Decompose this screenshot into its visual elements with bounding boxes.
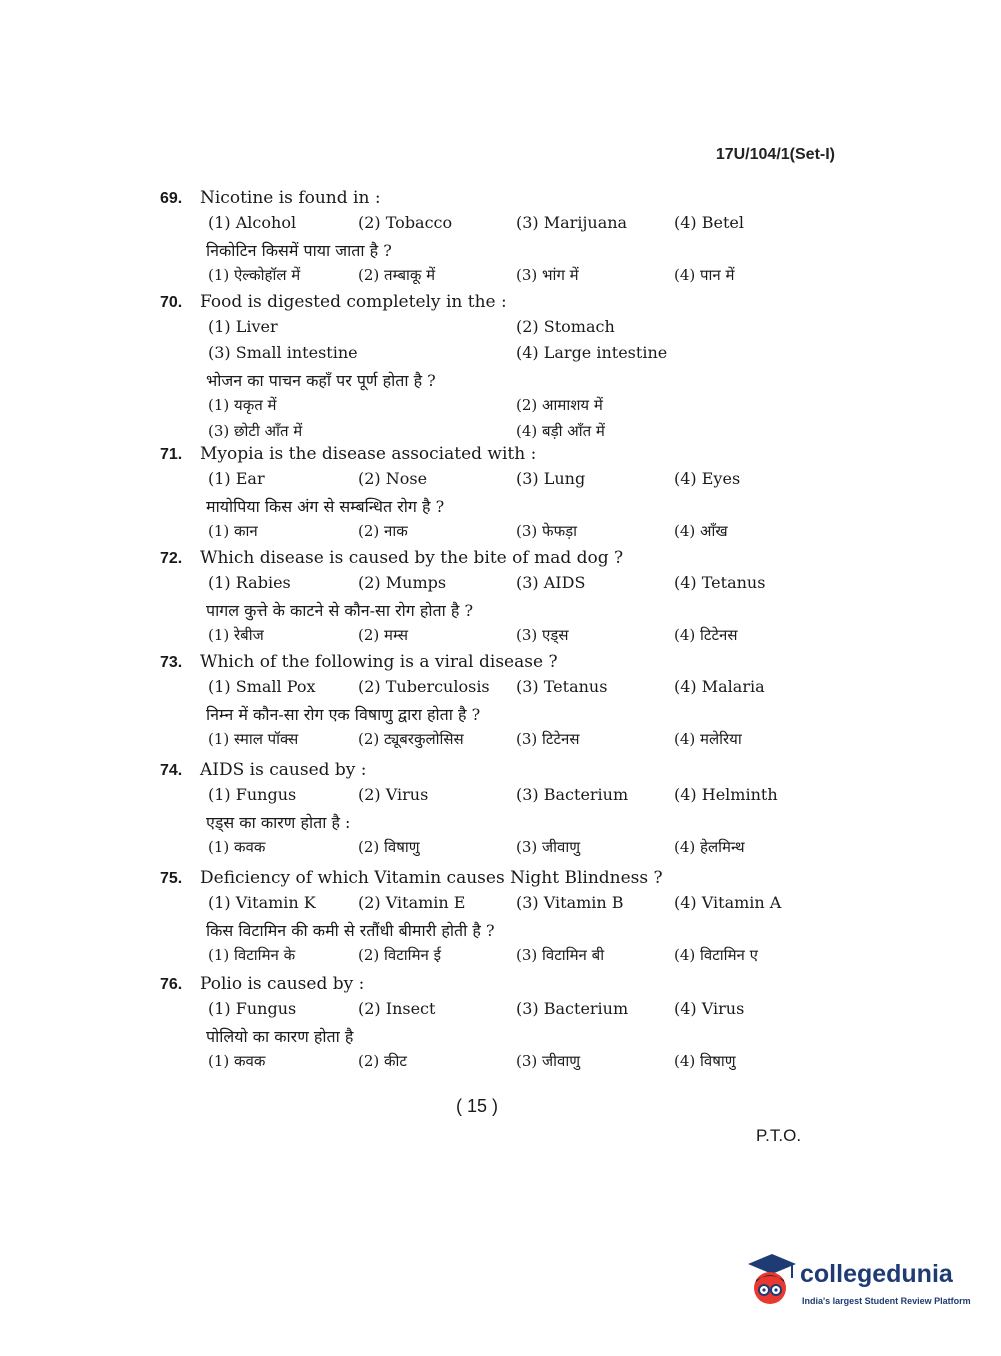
option-en-4: (4) Malaria	[674, 677, 765, 696]
option-en-4: (4) Tetanus	[674, 573, 766, 592]
option-hi-2: (2) मम्स	[358, 626, 409, 644]
option-hi-4: (4) हेलमिन्थ	[674, 838, 745, 856]
option-en-2: (2) Mumps	[358, 573, 447, 592]
question-text-en: Which of the following is a viral disease ?	[200, 652, 558, 672]
options-en	[160, 997, 840, 1023]
option-en-3: (3) Bacterium	[516, 785, 629, 804]
question-text-en: Nicotine is found in :	[200, 188, 381, 208]
option-hi-4: (4) विटामिन ए	[674, 946, 758, 964]
options-en	[160, 675, 840, 701]
question-text-hi: पागल कुत्ते के काटने से कौन-सा रोग होता है ?	[206, 601, 474, 620]
option-hi-2: (2) विषाणु	[358, 838, 420, 856]
option-en-2: (2) Vitamin E	[358, 893, 466, 912]
option-en-2: (2) Virus	[358, 785, 429, 804]
option-hi-3: (3) टिटेनस	[516, 730, 580, 748]
question-text-hi: निकोटिन किसमें पाया जाता है ?	[206, 241, 392, 260]
options-hi	[160, 1049, 840, 1075]
option-en-1: (1) Fungus	[208, 785, 297, 804]
option-en-3: (3) Small intestine	[208, 343, 358, 362]
question-number: 73.	[160, 654, 183, 671]
option-hi-1: (1) रेबीज	[208, 626, 264, 644]
option-hi-3: (3) छोटी आँत में	[208, 422, 303, 440]
option-hi-2: (2) विटामिन ई	[358, 946, 441, 964]
option-hi-2: (2) कीट	[358, 1052, 407, 1070]
pto-label: P.T.O.	[756, 1126, 802, 1145]
options-hi	[160, 727, 840, 753]
question-text-en: Food is digested completely in the :	[200, 292, 507, 312]
option-en-1: (1) Ear	[208, 469, 265, 488]
option-en-3: (3) Bacterium	[516, 999, 629, 1018]
option-en-3: (3) Vitamin B	[516, 893, 624, 912]
option-en-4: (4) Vitamin A	[674, 893, 782, 912]
option-hi-1: (1) कवक	[208, 1052, 266, 1070]
question-text-hi: निम्न में कौन-सा रोग एक विषाणु द्वारा होता है ?	[206, 705, 481, 724]
brand-name: collegedunia	[800, 1260, 953, 1288]
option-en-3: (3) Marijuana	[516, 213, 628, 232]
option-en-1: (1) Rabies	[208, 573, 291, 592]
options-en-row-2	[160, 341, 840, 367]
options-hi-row-1	[160, 393, 840, 419]
option-hi-3: (3) जीवाणु	[516, 1052, 581, 1070]
question-72	[160, 546, 840, 649]
options-hi	[160, 623, 840, 649]
option-hi-3: (3) एड्स	[516, 626, 569, 644]
question-number: 69.	[160, 190, 183, 207]
question-text-hi: मायोपिया किस अंग से सम्बन्धित रोग है ?	[206, 497, 445, 516]
collegedunia-watermark	[742, 1250, 971, 1314]
question-76	[160, 972, 840, 1075]
option-hi-1: (1) कान	[208, 522, 258, 540]
question-text-en: AIDS is caused by :	[200, 760, 367, 780]
option-en-1: (1) Liver	[208, 317, 278, 336]
option-hi-2: (2) नाक	[358, 522, 408, 540]
paper-code: 17U/104/1(Set-I)	[715, 146, 835, 163]
option-en-1: (1) Fungus	[208, 999, 297, 1018]
option-hi-3: (3) विटामिन बी	[516, 946, 605, 964]
option-en-3: (3) AIDS	[516, 573, 586, 592]
option-hi-4: (4) विषाणु	[674, 1052, 736, 1070]
question-text-en: Deficiency of which Vitamin causes Night Blindness ?	[200, 868, 663, 888]
options-en	[160, 783, 840, 809]
option-en-2: (2) Tobacco	[358, 213, 453, 232]
option-en-1: (1) Vitamin K	[208, 893, 316, 912]
question-text-hi: किस विटामिन की कमी से रतौंधी बीमारी होती है ?	[206, 921, 495, 940]
option-en-2: (2) Tuberculosis	[358, 677, 490, 696]
option-en-4: (4) Virus	[674, 999, 745, 1018]
option-en-2: (2) Stomach	[516, 317, 615, 336]
student-mascot-icon	[742, 1250, 798, 1314]
options-en	[160, 211, 840, 237]
options-hi	[160, 835, 840, 861]
option-hi-4: (4) टिटेनस	[674, 626, 738, 644]
option-en-3: (3) Lung	[516, 469, 586, 488]
option-en-2: (2) Insect	[358, 999, 436, 1018]
options-en	[160, 891, 840, 917]
option-en-4: (4) Eyes	[674, 469, 741, 488]
question-text-en: Which disease is caused by the bite of mad dog ?	[200, 548, 624, 568]
option-hi-3: (3) जीवाणु	[516, 838, 581, 856]
option-hi-3: (3) भांग में	[516, 266, 579, 284]
question-71	[160, 442, 840, 545]
options-en	[160, 571, 840, 597]
option-en-4: (4) Large intestine	[516, 343, 668, 362]
question-number: 70.	[160, 294, 183, 311]
question-text-en: Myopia is the disease associated with :	[200, 444, 537, 464]
option-hi-3: (3) फेफड़ा	[516, 522, 578, 540]
option-hi-4: (4) बड़ी आँत में	[516, 422, 605, 440]
option-en-4: (4) Helminth	[674, 785, 778, 804]
option-hi-4: (4) मलेरिया	[674, 730, 742, 748]
option-hi-2: (2) आमाशय में	[516, 396, 603, 414]
brand-tagline: India's largest Student Review Platform	[802, 1296, 971, 1306]
question-text-hi: एड्स का कारण होता है :	[206, 813, 351, 832]
options-hi	[160, 519, 840, 545]
question-number: 71.	[160, 446, 183, 463]
option-en-1: (1) Small Pox	[208, 677, 316, 696]
question-75	[160, 866, 840, 969]
option-hi-4: (4) पान में	[674, 266, 735, 284]
question-74	[160, 758, 840, 861]
question-text-hi: भोजन का पाचन कहाँ पर पूर्ण होता है ?	[206, 371, 436, 390]
page-number: ( 15 )	[456, 1096, 499, 1116]
option-hi-1: (1) स्माल पॉक्स	[208, 730, 299, 748]
option-hi-1: (1) कवक	[208, 838, 266, 856]
options-en	[160, 467, 840, 493]
option-en-1: (1) Alcohol	[208, 213, 297, 232]
option-hi-4: (4) आँख	[674, 522, 728, 540]
question-number: 75.	[160, 870, 183, 887]
option-en-2: (2) Nose	[358, 469, 428, 488]
question-69	[160, 186, 840, 289]
option-en-3: (3) Tetanus	[516, 677, 608, 696]
question-text-hi: पोलियो का कारण होता है	[206, 1027, 354, 1046]
option-hi-2: (2) ट्यूबरकुलोसिस	[358, 730, 464, 748]
options-hi	[160, 943, 840, 969]
option-hi-2: (2) तम्बाकू में	[358, 266, 436, 284]
options-hi	[160, 263, 840, 289]
question-73	[160, 650, 840, 753]
option-hi-1: (1) यकृत में	[208, 396, 277, 414]
question-70	[160, 290, 840, 445]
option-hi-1: (1) विटामिन के	[208, 946, 296, 964]
question-number: 76.	[160, 976, 183, 993]
question-text-en: Polio is caused by :	[200, 974, 365, 994]
question-number: 72.	[160, 550, 183, 567]
option-hi-1: (1) ऐल्कोहॉल में	[208, 266, 301, 284]
option-en-4: (4) Betel	[674, 213, 744, 232]
options-en-row-1	[160, 315, 840, 341]
question-number: 74.	[160, 762, 183, 779]
